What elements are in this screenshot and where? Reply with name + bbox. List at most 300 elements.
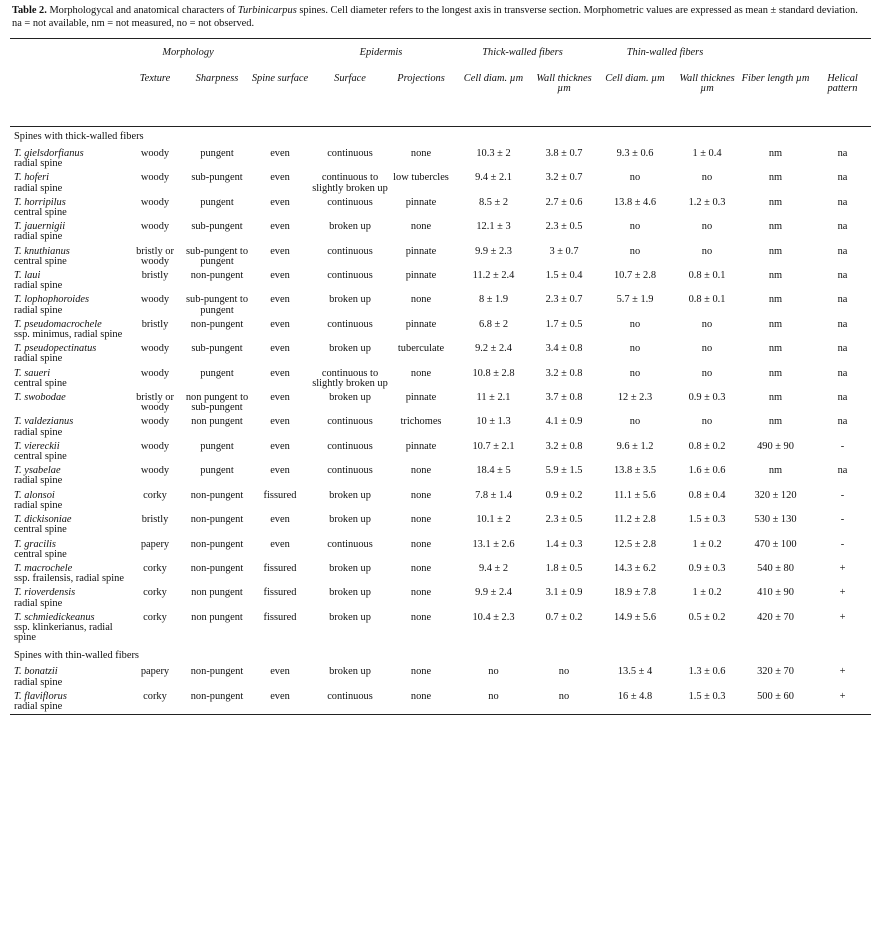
species-cell [10,245,126,269]
species-cell [10,220,126,244]
table-cell: corky [143,562,167,574]
species-cell [10,415,126,439]
table-cell: continuous [327,440,373,452]
table-row [10,562,871,586]
table-cell: even [270,270,290,282]
table-cell: nm [768,392,783,404]
table-row [10,318,871,342]
table-cell: woody [140,343,170,355]
table-row [10,391,871,415]
col-header: Spine surface [251,73,309,84]
table-cell: non pungent [191,416,243,428]
table-cell: nm [768,148,783,159]
table-row [10,489,871,513]
table-cell: + [839,666,846,678]
table-cell: - [840,440,845,452]
section-header-row [10,127,871,148]
table-cell: no [701,221,713,233]
table-cell: 1 ± 0.2 [692,538,722,550]
table-cell: woody [140,465,170,477]
table-cell: continuous [327,465,373,477]
table-cell: none [410,489,432,501]
species-name: T. knuthianus [14,245,70,257]
table-cell: even [270,465,290,477]
table-cell: pungent [200,440,234,452]
table-cell: pinnate [405,245,437,257]
col-header: Sharpness [195,73,239,84]
header-group-morphology: Morphology [162,46,214,58]
table-cell: 1.8 ± 0.5 [545,562,583,574]
table-cell: sub-pungent to pungent [185,294,249,316]
table-cell: even [270,666,290,678]
table-cell: no [558,690,570,702]
table-cell: 470 ± 100 [754,538,797,550]
table-cell: na [837,392,848,404]
header-group-row [10,39,871,68]
table-cell: nm [768,221,783,233]
species-name: T. gracilis [14,538,56,550]
table-cell: no [558,666,570,678]
table-cell: woody [140,196,170,208]
table-cell: even [270,221,290,233]
table-cell: nm [768,416,783,428]
table-cell: 11.1 ± 5.6 [614,489,656,501]
table-cell: 490 ± 90 [757,440,794,452]
spine-part: radial spine [14,158,63,170]
table-cell: woody [140,367,170,379]
table-cell: 9.3 ± 0.6 [616,148,654,159]
table-cell: pinnate [405,392,437,404]
spine-part: radial spine [14,499,63,511]
table-cell: even [270,343,290,355]
table-cell: pinnate [405,318,437,330]
species-name: T. alonsoi [14,489,55,501]
col-header: Texture [139,73,171,84]
table-cell: pinnate [405,196,437,208]
table-cell: nm [768,318,783,330]
table-cell: pinnate [405,440,437,452]
species-name: T. pseudomacrochele [14,318,102,330]
caption-label: Table 2. [12,5,47,16]
species-name: T. gielsdorfianus [14,148,84,159]
species-cell [10,611,126,646]
table-cell: 3.4 ± 0.8 [545,343,583,355]
table-cell: 2.3 ± 0.5 [545,221,583,233]
table-cell: 8.5 ± 2 [478,196,509,208]
species-name: T. valdezianus [14,416,74,428]
table-cell: 10.3 ± 2 [476,148,511,159]
spine-part: radial spine [14,676,63,688]
species-name: T. jauernigii [14,221,66,233]
table-cell: non pungent to sub-pungent [185,392,249,414]
spine-part: radial spine [14,304,63,316]
table-cell: broken up [329,489,371,501]
table-cell: 11.2 ± 2.4 [472,270,515,282]
table-cell: 9.4 ± 2 [478,562,509,574]
table-body [10,127,871,715]
table-cell: bristly or woody [136,392,174,414]
table-cell: none [410,666,432,678]
table-cell: none [410,611,432,623]
table-cell: na [837,416,848,428]
table-cell: + [839,611,846,623]
header-group-thin-walled: Thin-walled fibers [626,46,704,58]
table-cell: no [701,416,713,428]
table-cell: 0.8 ± 0.4 [688,489,726,501]
table-cell: bristly [141,270,169,282]
table-cell: none [410,148,432,159]
table-cell: even [270,538,290,550]
table-row [10,147,871,171]
table-cell: 3.7 ± 0.8 [545,392,583,404]
species-cell [10,196,126,220]
table-cell: continuous [327,148,373,159]
species-name: T. schmiedickeanus [14,611,95,623]
table-cell: corky [143,489,167,501]
table-cell: na [837,148,848,159]
table-cell: 1 ± 0.2 [692,587,722,599]
table-cell: no [488,690,499,702]
spine-part: radial spine [14,426,63,438]
table-cell: non pungent [191,587,243,599]
table-cell: fissured [263,562,297,574]
spine-part: radial spine [14,475,63,487]
table-cell: no [701,343,713,355]
table-cell: na [837,343,848,355]
table-cell: 10.1 ± 2 [476,514,511,526]
table-cell: even [270,440,290,452]
spine-part: central spine [14,451,67,463]
spine-part: radial spine [14,231,63,243]
table-cell: none [410,367,432,379]
table-cell: broken up [329,294,371,306]
table-row [10,293,871,317]
species-name: T. saueri [14,367,51,379]
table-cell: non-pungent [190,489,244,501]
table-cell: continuous [327,318,373,330]
spine-part: central spine [14,377,67,389]
spine-part: central spine [14,548,67,560]
table-cell: continuous [327,416,373,428]
species-name: T. hoferi [14,172,50,184]
species-cell [10,391,126,415]
table-cell: bristly or woody [136,245,174,267]
table-cell: pungent [200,465,234,477]
spine-part: ssp. klinkerianus, radial spine [14,621,113,644]
table-cell: papery [140,538,170,550]
spine-part: radial spine [14,353,63,365]
table-cell: 7.8 ± 1.4 [475,489,512,501]
table-cell: broken up [329,562,371,574]
table-cell: 13.1 ± 2.6 [472,538,515,550]
table-cell: nm [768,367,783,379]
table-cell: none [410,294,432,306]
table-row [10,342,871,366]
table-row [10,171,871,195]
table-cell: 18.9 ± 7.8 [613,587,657,599]
table-row [10,464,871,488]
table-cell: even [270,148,290,159]
species-name: T. swobodae [14,392,66,404]
caption-genus: Turbinicarpus [237,5,297,16]
table-cell: nm [768,196,783,208]
table-cell: even [270,367,290,379]
table-cell: 1.6 ± 0.6 [688,465,726,477]
table-cell: 1.5 ± 0.4 [545,270,583,282]
table-cell: none [410,587,432,599]
table-cell: 3.2 ± 0.7 [545,172,583,184]
table-cell: no [629,245,641,257]
caption-text-before: Morphologycal and anatomical characters of [46,5,238,16]
table-cell: even [270,172,290,184]
table-cell: even [270,416,290,428]
table-cell: 12.5 ± 2.8 [613,538,657,550]
table-cell: 0.8 ± 0.1 [688,270,726,282]
table-cell: 2.3 ± 0.5 [545,514,583,526]
species-name: T. dickisoniae [14,514,72,526]
table-cell: 11.2 ± 2.8 [614,514,656,526]
table-cell: 5.9 ± 1.5 [545,465,583,477]
species-cell [10,562,126,586]
table-cell: none [410,690,432,702]
table-cell: low tubercles [393,172,449,184]
table-cell: broken up [329,514,371,526]
species-cell [10,690,126,715]
table-cell: nm [768,465,783,477]
section-title: Spines with thick-walled fibers [14,131,144,143]
table-cell: 13.5 ± 4 [617,666,653,678]
table-cell: no [701,318,713,330]
table-cell: 3.1 ± 0.9 [545,587,583,599]
table-cell: na [837,172,848,184]
species-cell [10,464,126,488]
table-cell: continuous to slightly broken up [312,367,388,389]
table-cell: fissured [263,489,297,501]
table-cell: non-pungent [190,270,244,282]
table-cell: 2.7 ± 0.6 [545,196,583,208]
table-cell: tuberculate [397,343,445,355]
table-row [10,415,871,439]
table-row [10,245,871,269]
table-cell: woody [140,148,170,159]
table-cell: 1.2 ± 0.3 [688,196,726,208]
table-cell: na [837,196,848,208]
table-cell: na [837,465,848,477]
table-cell: nm [768,294,783,306]
table-cell: none [410,221,432,233]
table-cell: 320 ± 70 [757,666,794,678]
table-cell: fissured [263,611,297,623]
table-cell: nm [768,245,783,257]
table-row [10,690,871,715]
table-cell: woody [140,416,170,428]
species-cell [10,440,126,464]
table-cell: continuous [327,245,373,257]
table-cell: 530 ± 130 [754,514,797,526]
table-cell: 12 ± 2.3 [617,392,653,404]
spine-part: central spine [14,207,67,219]
table-cell: no [629,416,641,428]
table-cell: + [839,690,846,702]
species-cell [10,342,126,366]
table-cell: 3.8 ± 0.7 [545,148,583,159]
table-cell: non pungent [191,611,243,623]
col-header: Projections [397,73,445,84]
table-cell: no [701,367,713,379]
table-cell: 2.3 ± 0.7 [545,294,583,306]
table-cell: fissured [263,587,297,599]
col-header: Cell diam. µm [463,73,524,84]
species-name: T. rioverdensis [14,587,76,599]
table-cell: pungent [200,196,234,208]
table-cell: 13.8 ± 4.6 [613,196,657,208]
spine-part: radial spine [14,280,63,292]
species-name: T. flaviflorus [14,690,67,702]
table-cell: 1.7 ± 0.5 [545,318,583,330]
table-cell: 1 ± 0.4 [692,148,722,159]
table-cell: nm [768,270,783,282]
table-cell: no [629,221,641,233]
table-cell: trichomes [400,416,442,428]
table-cell: 10 ± 1.3 [476,416,511,428]
col-header: Wall thicknes µm [536,73,592,95]
spine-part: radial spine [14,700,63,712]
table-cell: no [701,245,713,257]
spine-part: ssp. frailensis, radial spine [14,573,124,585]
table-row [10,269,871,293]
table-cell: even [270,318,290,330]
table-cell: 0.9 ± 0.2 [545,489,583,501]
table-row [10,220,871,244]
table-cell: 0.9 ± 0.3 [688,392,726,404]
table-row [10,586,871,610]
species-cell [10,293,126,317]
table-cell: sub-pungent [191,172,243,184]
table-cell: no [629,367,641,379]
caption-text-after: spines. Cell diameter refers to the longest axis in transverse section. Morphometric values are expressed as mean ± standard deviation. na = not available, nm = not measured, no = not observed. [12,5,858,29]
table-cell: no [488,666,499,678]
table-cell: na [837,245,848,257]
table-row [10,513,871,537]
table-cell: 0.5 ± 0.2 [688,611,726,623]
col-header: Surface [334,73,366,84]
table-cell: 5.7 ± 1.9 [616,294,654,306]
table-cell: none [410,562,432,574]
table-row [10,196,871,220]
table-cell: 1.4 ± 0.3 [545,538,583,550]
table-cell: no [629,343,641,355]
section-title: Spines with thin-walled fibers [14,649,139,661]
table-cell: sub-pungent to pungent [185,245,249,267]
table-cell: non-pungent [190,514,244,526]
table-cell: 13.8 ± 3.5 [613,465,657,477]
table-cell: + [839,587,846,599]
table-cell: woody [140,440,170,452]
table-cell: 6.8 ± 2 [478,318,509,330]
table-cell: non-pungent [190,690,244,702]
table-cell: broken up [329,587,371,599]
table-cell: 10.8 ± 2.8 [472,367,515,379]
table-cell: 10.7 ± 2.8 [613,270,657,282]
table-cell: na [837,221,848,233]
table-cell: non-pungent [190,666,244,678]
table-cell: na [837,367,848,379]
table-cell: continuous [327,690,373,702]
table-cell: na [837,318,848,330]
table-cell: pungent [200,367,234,379]
table-cell: 0.9 ± 0.3 [688,562,726,574]
table-cell: + [839,562,846,574]
table-cell: sub-pungent [191,221,243,233]
table-cell: non-pungent [190,562,244,574]
table-cell: 10.4 ± 2.3 [472,611,515,623]
table-cell: corky [143,690,167,702]
table-cell: papery [140,666,170,678]
species-cell [10,367,126,391]
table-cell: broken up [329,221,371,233]
table-cell: 8 ± 1.9 [478,294,509,306]
header-group-epidermis: Epidermis [359,46,403,58]
table-row [10,367,871,391]
table-cell: pinnate [405,270,437,282]
table-cell: na [837,294,848,306]
table-cell: corky [143,611,167,623]
table-cell: woody [140,172,170,184]
species-name: T. laui [14,270,41,282]
table-cell: 320 ± 120 [754,489,797,501]
species-name: T. lophophoroides [14,294,90,306]
table-row [10,440,871,464]
species-cell [10,489,126,513]
table-cell: non-pungent [190,318,244,330]
table-cell: 9.6 ± 1.2 [616,440,654,452]
species-cell [10,147,126,171]
species-name: T. horripilus [14,196,66,208]
table-cell: broken up [329,343,371,355]
table-cell: - [840,514,845,526]
spine-part: radial spine [14,182,63,194]
table-cell: - [840,538,845,550]
table-cell: - [840,489,845,501]
table-cell: 18.4 ± 5 [476,465,511,477]
table-cell: 9.9 ± 2.3 [475,245,512,257]
table-cell: 3.2 ± 0.8 [545,367,583,379]
table-cell: 9.2 ± 2.4 [475,343,512,355]
table-cell: na [837,270,848,282]
table-cell: 14.3 ± 6.2 [613,562,657,574]
table-cell: even [270,294,290,306]
table-cell: 14.9 ± 5.6 [613,611,657,623]
data-table [10,38,871,715]
table-cell: sub-pungent [191,343,243,355]
table-cell: woody [140,294,170,306]
table-cell: 12.1 ± 3 [476,221,511,233]
species-name: T. macrochele [14,562,73,574]
spine-part: ssp. minimus, radial spine [14,329,123,341]
table-cell: no [629,318,641,330]
table-cell: 1.5 ± 0.3 [688,690,726,702]
col-header: Wall thicknes µm [679,73,735,95]
table-cell: non-pungent [190,538,244,550]
table-row [10,611,871,646]
table-cell: 540 ± 80 [757,562,794,574]
table-cell: continuous [327,196,373,208]
table-cell: continuous [327,538,373,550]
table-cell: even [270,690,290,702]
table-cell: no [629,172,641,184]
table-cell: broken up [329,611,371,623]
table-cell: 420 ± 70 [757,611,794,623]
